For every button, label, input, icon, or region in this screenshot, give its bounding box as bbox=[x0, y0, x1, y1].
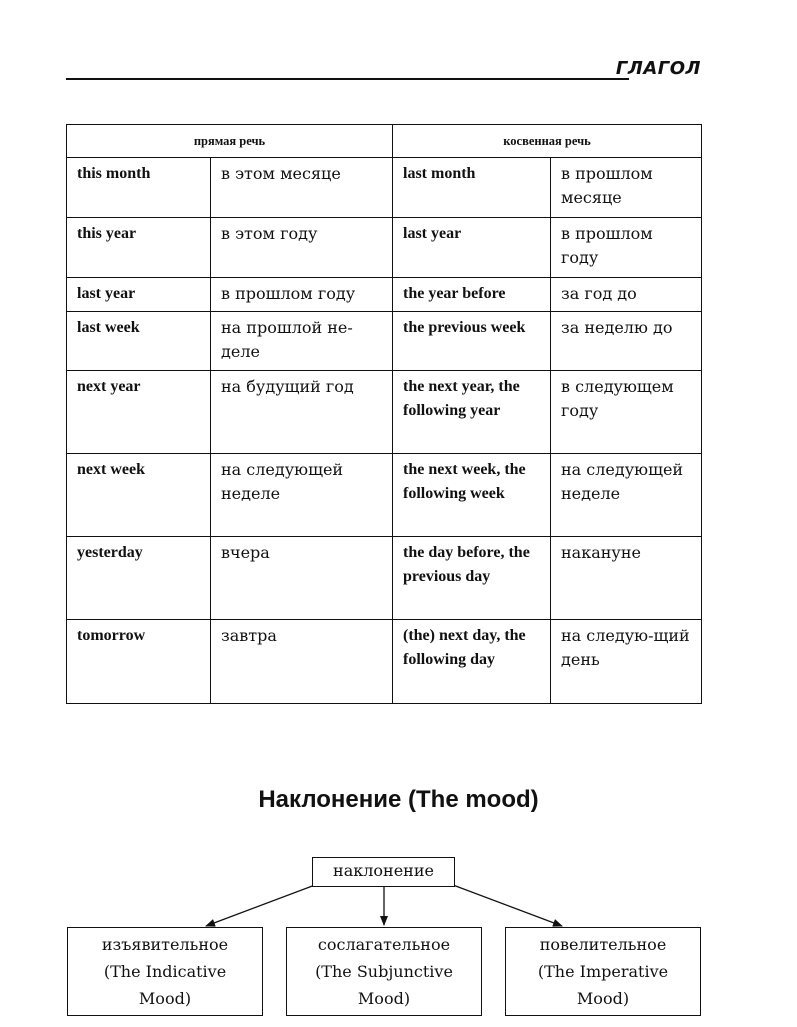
box-label-en-cont: Mood) bbox=[138, 989, 192, 1008]
direct-ru-cell: завтра bbox=[211, 620, 393, 704]
indirect-en-cell: the year before bbox=[393, 278, 551, 312]
direct-ru-cell: в этом месяце bbox=[211, 158, 393, 218]
indirect-en-cell: the day before, the previous day bbox=[393, 537, 551, 620]
direct-en-cell: yesterday bbox=[67, 537, 211, 620]
box-label-en-cont: Mood) bbox=[576, 989, 630, 1008]
imperative-mood-box bbox=[505, 927, 701, 1016]
indirect-ru-cell: в прошлом году bbox=[551, 218, 702, 278]
direct-en-cell: next week bbox=[67, 454, 211, 537]
arrow-to-indicative bbox=[206, 885, 315, 926]
direct-en-cell: next year bbox=[67, 371, 211, 454]
box-label-en: (The Indicative bbox=[103, 962, 227, 981]
box-label-ru: повелительное bbox=[539, 935, 667, 954]
box-label-ru: сослагательное bbox=[317, 935, 451, 954]
mood-root-box: наклонение bbox=[312, 857, 455, 887]
running-head: ГЛАГОЛ bbox=[615, 58, 701, 79]
indirect-ru-cell: за неделю до bbox=[551, 312, 702, 371]
indirect-ru-cell: в прошлом месяце bbox=[551, 158, 702, 218]
box-label-en-cont: Mood) bbox=[357, 989, 411, 1008]
indirect-en-cell: the next week, the following week bbox=[393, 454, 551, 537]
indirect-en-cell: the previous week bbox=[393, 312, 551, 371]
direct-en-cell: this year bbox=[67, 218, 211, 278]
arrow-to-imperative bbox=[453, 885, 562, 926]
direct-ru-cell: на прошлой не-деле bbox=[211, 312, 393, 371]
direct-ru-cell: на будущий год bbox=[211, 371, 393, 454]
indirect-ru-cell: в следующем году bbox=[551, 371, 702, 454]
indicative-mood-box bbox=[67, 927, 263, 1016]
box-label-en: (The Imperative bbox=[537, 962, 669, 981]
header-direct-speech: прямая речь bbox=[67, 125, 393, 158]
direct-ru-cell: в прошлом году bbox=[211, 278, 393, 312]
indirect-en-cell: the next year, the following year bbox=[393, 371, 551, 454]
direct-en-cell: this month bbox=[67, 158, 211, 218]
direct-en-cell: last year bbox=[67, 278, 211, 312]
mood-section-title: Наклонение (The mood) bbox=[258, 786, 539, 813]
subjunctive-mood-box bbox=[286, 927, 482, 1016]
indirect-ru-cell: на следующей неделе bbox=[551, 454, 702, 537]
indirect-en-cell: last month bbox=[393, 158, 551, 218]
direct-ru-cell: вчера bbox=[211, 537, 393, 620]
indirect-en-cell: (the) next day, the following day bbox=[393, 620, 551, 704]
indirect-en-cell: last year bbox=[393, 218, 551, 278]
direct-ru-cell: в этом году bbox=[211, 218, 393, 278]
direct-ru-cell: на следующей неделе bbox=[211, 454, 393, 537]
direct-en-cell: tomorrow bbox=[67, 620, 211, 704]
indirect-ru-cell: накануне bbox=[551, 537, 702, 620]
direct-en-cell: last week bbox=[67, 312, 211, 371]
indirect-ru-cell: на следую-щий день bbox=[551, 620, 702, 704]
header-indirect-speech: косвенная речь bbox=[393, 125, 702, 158]
indirect-ru-cell: за год до bbox=[551, 278, 702, 312]
box-label-en: (The Subjunctive bbox=[315, 962, 453, 981]
box-label-ru: изъявительное bbox=[101, 935, 229, 954]
